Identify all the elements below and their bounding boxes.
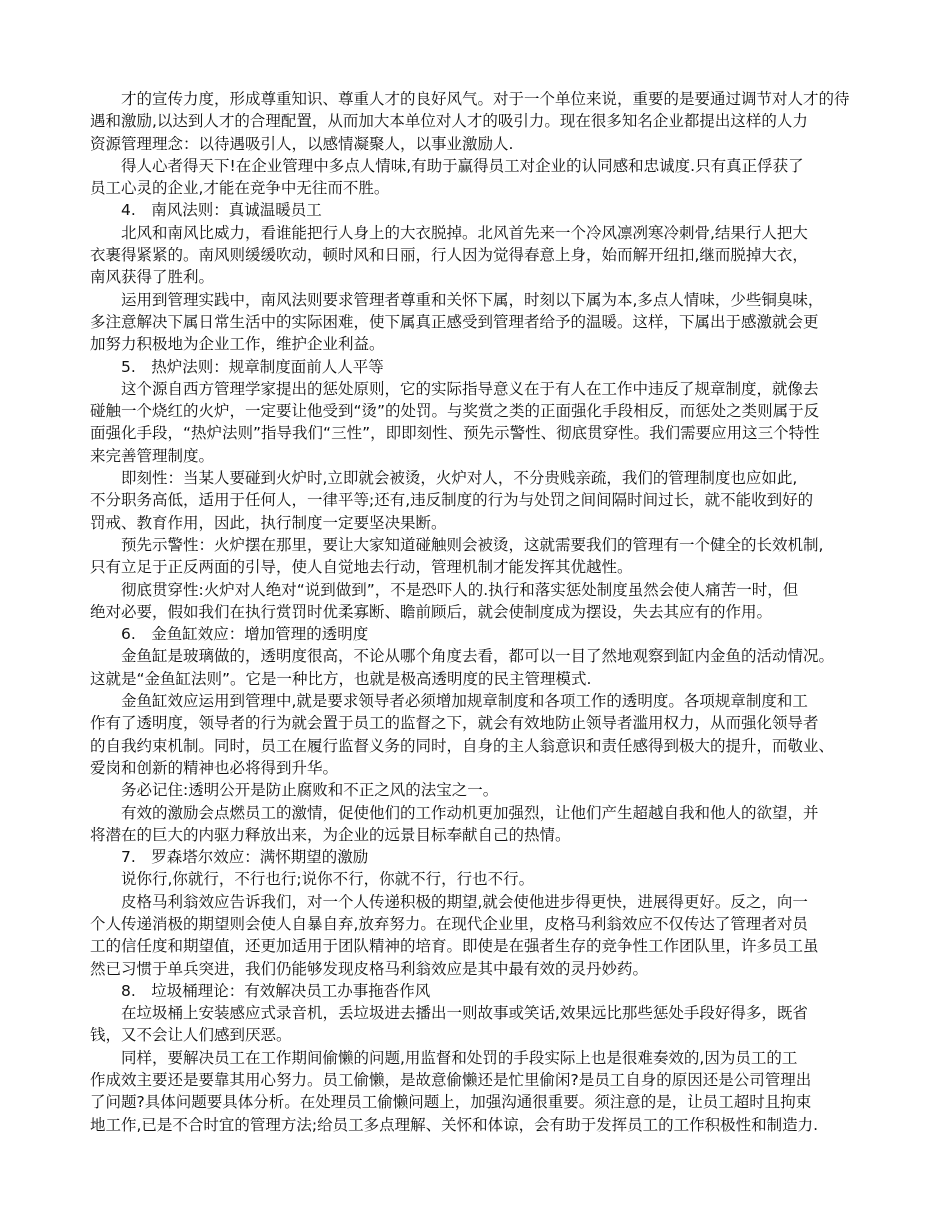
section-heading <box>90 623 862 645</box>
paragraph <box>90 467 862 534</box>
paragraph <box>90 779 862 801</box>
text-line: 这个源自西方管理学家提出的惩处原则，它的实际指导意义在于有人在工作中违反了规章制度，就像去 <box>121 379 819 398</box>
paragraph <box>90 222 862 289</box>
text-line: 金鱼缸是玻璃做的，透明度很高，不论从哪个角度去看，都可以一目了然地观察到缸内金鱼的活动情况。 <box>121 647 835 666</box>
paragraph <box>90 155 862 200</box>
text-line: 有效的激励会点燃员工的激情，促使他们的工作动机更加强烈，让他们产生超越自我和他人的欲望，并 <box>121 803 819 822</box>
text-line: 在垃圾桶上安装感应式录音机，丢垃圾进去播出一则故事或笑话,效果远比那些惩处手段好得多，既省 <box>121 1004 808 1023</box>
text-line: 资源管理理念：以待遇吸引人，以感情凝聚人，以事业激励人. <box>90 134 514 153</box>
text-line: 罚戒、教育作用，因此，执行制度一定要坚决果断。 <box>90 513 447 532</box>
paragraph <box>90 891 862 980</box>
text-line: 的自我约束机制。同时，员工在履行监督义务的同时，自身的主人翁意识和责任感得到极大的提升，而敬业、 <box>90 736 835 755</box>
text-line: 员工心灵的企业,才能在竞争中无往而不胜。 <box>90 179 390 198</box>
section-heading <box>90 199 862 221</box>
text-line: 预先示警性：火炉摆在那里，要让大家知道碰触则会被烫，这就需要我们的管理有一个健全的长效机制, <box>121 535 824 554</box>
text-line: 金鱼缸效应运用到管理中,就是要求领导者必须增加规章制度和各项工作的透明度。各项规章制度和工 <box>121 692 808 711</box>
text-line: 5. 热炉法则：规章制度面前人人平等 <box>121 357 384 376</box>
paragraph <box>90 690 862 779</box>
text-line: 加努力积极地为企业工作，维护企业利益。 <box>90 335 385 354</box>
paragraph <box>90 289 862 356</box>
text-line: 个人传递消极的期望则会使人自暴自弃,放弃努力。在现代企业里，皮格马利翁效应不仅传达了管理者对员 <box>90 914 808 933</box>
text-line: 运用到管理实践中，南风法则要求管理者尊重和关怀下属，时刻以下属为本,多点人情味，少些铜臭味， <box>121 290 824 309</box>
paragraph <box>90 88 862 155</box>
text-line: 7. 罗森塔尔效应：满怀期望的激励 <box>121 848 369 867</box>
text-line: 爱岗和创新的精神也必将得到升华。 <box>90 758 339 777</box>
text-line: 得人心者得天下!在企业管理中多点人情味,有助于赢得员工对企业的认同感和忠诚度.只有真正俘获了 <box>121 156 804 175</box>
text-line: 衣裹得紧紧的。南风则缓缓吹动，顿时风和日丽，行人因为觉得春意上身，始而解开纽扣,继而脱掉大衣， <box>90 246 808 265</box>
text-line: 务必记住:透明公开是防止腐败和不正之风的法宝之一。 <box>121 781 499 800</box>
paragraph <box>90 1047 862 1136</box>
text-line: 说你行,你就行，不行也行;说你不行，你就不行，行也不行。 <box>121 870 535 889</box>
text-line: 不分职务高低，适用于任何人，一律平等;还有,违反制度的行为与处罚之间间隔时间过长，就不能收到好的 <box>90 491 814 510</box>
text-line: 工的信任度和期望值，还更加适用于团队精神的培育。即使是在强者生存的竞争性工作团队里，许多员工虽 <box>90 937 819 956</box>
text-line: 4. 南风法则：真诚温暖员工 <box>121 201 322 220</box>
paragraph <box>90 868 862 890</box>
section-heading <box>90 356 862 378</box>
text-line: 南风获得了胜利。 <box>90 268 215 287</box>
text-line: 北风和南风比威力，看谁能把行人身上的大衣脱掉。北风首先来一个冷风凛冽寒冷刺骨,结果行人把大 <box>121 223 808 242</box>
paragraph <box>90 378 862 467</box>
text-line: 钱，又不会让人们感到厌恶。 <box>90 1026 292 1045</box>
paragraph <box>90 579 862 624</box>
text-line: 只有立足于正反两面的引导，使人自觉地去行动，管理机制才能发挥其优越性。 <box>90 558 633 577</box>
text-line: 然已习惯于单兵突进，我们仍能够发现皮格马利翁效应是其中最有效的灵丹妙药。 <box>90 959 649 978</box>
text-line: 将潜在的巨大的内驱力释放出来，为企业的远景目标奉献自己的热情。 <box>90 825 571 844</box>
text-line: 即刻性：当某人要碰到火炉时,立即就会被烫，火炉对人，不分贵贱亲疏，我们的管理制度也应如此, <box>121 469 798 488</box>
text-line: 才的宣传力度，形成尊重知识、尊重人才的良好风气。对于一个单位来说，重要的是要通过调节对人才的待 <box>121 90 850 108</box>
text-line: 彻底贯穿性:火炉对人绝对“说到做到”，不是恐吓人的.执行和落实惩处制度虽然会使人痛苦一时，但 <box>121 580 799 599</box>
text-line: 8. 垃圾桶理论：有效解决员工办事拖沓作风 <box>121 981 431 1000</box>
paragraph <box>90 534 862 579</box>
text-line: 地工作,已是不合时宜的管理方法;给员工多点理解、关怀和体谅，会有助于发挥员工的工作积极性和制造力. <box>90 1115 819 1134</box>
text-line: 作成效主要还是要靠其用心努力。员工偷懒，是故意偷懒还是忙里偷闲?是员工自身的原因还是公司管理出 <box>90 1071 812 1090</box>
text-line: 这就是“金鱼缸法则”。它是一种比方，也就是极高透明度的民主管理模式. <box>90 669 592 688</box>
text-line: 多注意解决下属日常生活中的实际困难，使下属真正感受到管理者给予的温暖。这样，下属出于感激就会更 <box>90 312 819 331</box>
text-line: 6. 金鱼缸效应：增加管理的透明度 <box>121 625 369 644</box>
paragraph <box>90 802 862 847</box>
paragraph <box>90 1002 862 1047</box>
document-page <box>90 88 862 1136</box>
text-line: 皮格马利翁效应告诉我们，对一个人传递积极的期望,就会使他进步得更快，进展得更好。反之，向一 <box>121 892 808 911</box>
text-line: 作有了透明度，领导者的行为就会置于员工的监督之下，就会有效地防止领导者滥用权力，从而强化领导者 <box>90 714 819 733</box>
text-line: 碰触一个烧红的火炉，一定要让他受到“烫”的处罚。与奖赏之类的正面强化手段相反，而惩处之类则属于反 <box>90 402 820 421</box>
text-line: 同样，要解决员工在工作期间偷懒的问题,用监督和处罚的手段实际上也是很难奏效的,因为员工的工 <box>121 1048 798 1067</box>
text-line: 了问题?具体问题要具体分析。在处理员工偷懒问题上，加强沟通很重要。须注意的是，让员工超时且拘束 <box>90 1093 812 1112</box>
section-heading <box>90 980 862 1002</box>
section-heading <box>90 846 862 868</box>
text-line: 面强化手段，“热炉法则”指导我们“三性”，即即刻性、预先示警性、彻底贯穿性。我们需要应用这三个特性 <box>90 424 820 443</box>
text-line: 遇和激励,以达到人才的合理配置，从而加大本单位对人才的吸引力。现在很多知名企业都提出这样的人力 <box>90 112 808 131</box>
paragraph <box>90 645 862 690</box>
text-line: 绝对必要，假如我们在执行赏罚时优柔寡断、瞻前顾后，就会使制度成为摆设，失去其应有的作用。 <box>90 602 773 621</box>
text-line: 来完善管理制度。 <box>90 446 215 465</box>
